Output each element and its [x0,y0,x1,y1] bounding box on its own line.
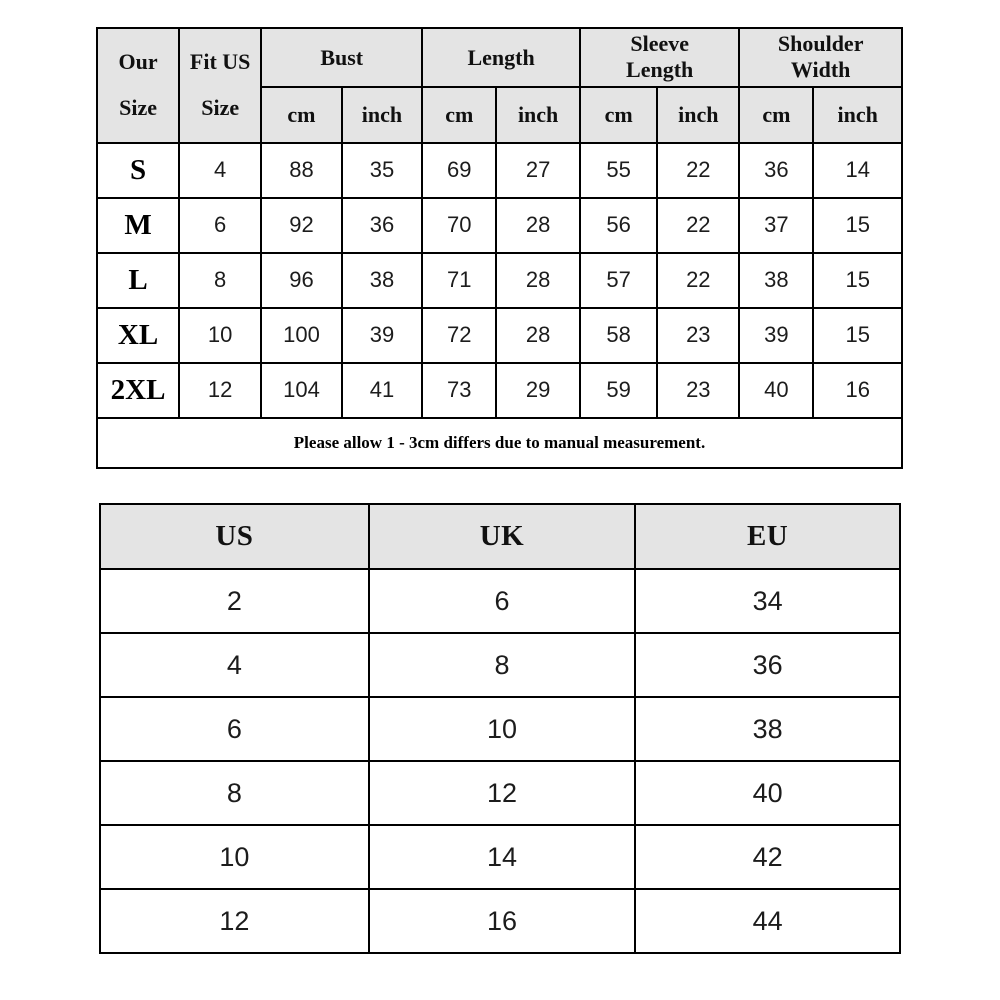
cell-length-cm: 73 [422,363,496,418]
cell-fit-us: 10 [179,308,261,363]
cell-eu: 40 [635,761,900,825]
cell-us: 4 [100,633,369,697]
cell-bust-inch: 36 [342,198,423,253]
cell-length-cm: 71 [422,253,496,308]
cell-length-cm: 70 [422,198,496,253]
unit-header-shoulder-cm: cm [739,87,813,143]
conversion-row [100,697,900,761]
cell-bust-cm: 96 [261,253,342,308]
size-row-s [97,143,902,198]
cell-sleeve-inch: 22 [657,143,739,198]
cell-fit-us: 8 [179,253,261,308]
cell-length-inch: 29 [496,363,580,418]
cell-fit-us: 4 [179,143,261,198]
cell-sleeve-inch: 23 [657,308,739,363]
cell-shoulder-inch: 15 [813,308,902,363]
col-header-sleeve-length [580,28,739,87]
cell-length-inch: 28 [496,308,580,363]
cell-sleeve-inch: 22 [657,253,739,308]
cell-sleeve-inch: 23 [657,363,739,418]
unit-header-bust-cm: cm [261,87,342,143]
size-chart-table [96,27,903,469]
cell-bust-inch: 41 [342,363,423,418]
unit-header-shoulder-inch: inch [813,87,902,143]
cell-uk: 10 [369,697,635,761]
cell-length-inch: 28 [496,198,580,253]
col-header-our-size: Our Size [97,28,179,143]
cell-eu: 38 [635,697,900,761]
cell-length-cm: 69 [422,143,496,198]
cell-shoulder-cm: 36 [739,143,813,198]
cell-fit-us: 12 [179,363,261,418]
size-conversion-table [99,503,901,954]
cell-sleeve-cm: 58 [580,308,657,363]
unit-header-length-inch: inch [496,87,580,143]
cell-us: 10 [100,825,369,889]
cell-sleeve-inch: 22 [657,198,739,253]
cell-bust-cm: 88 [261,143,342,198]
cell-uk: 12 [369,761,635,825]
measurement-note-row [97,418,902,468]
cell-us: 8 [100,761,369,825]
cell-length-inch: 27 [496,143,580,198]
cell-fit-us: 6 [179,198,261,253]
size-label: XL [97,308,179,363]
cell-shoulder-cm: 38 [739,253,813,308]
col-header-length: Length [422,28,580,87]
size-row-l [97,253,902,308]
cell-eu: 36 [635,633,900,697]
cell-shoulder-inch: 16 [813,363,902,418]
conversion-row [100,633,900,697]
unit-header-length-cm: cm [422,87,496,143]
cell-bust-inch: 38 [342,253,423,308]
cell-bust-inch: 39 [342,308,423,363]
col-header-shoulder-width-text: Shoulder Width [777,31,864,83]
cell-eu: 44 [635,889,900,953]
cell-shoulder-cm: 40 [739,363,813,418]
conversion-row [100,825,900,889]
cell-shoulder-cm: 37 [739,198,813,253]
cell-uk: 8 [369,633,635,697]
col-header-us: US [100,504,369,569]
cell-bust-cm: 104 [261,363,342,418]
cell-eu: 42 [635,825,900,889]
cell-eu: 34 [635,569,900,633]
cell-uk: 16 [369,889,635,953]
unit-header-sleeve-cm: cm [580,87,657,143]
size-label: 2XL [97,363,179,418]
conversion-row [100,889,900,953]
col-header-bust: Bust [261,28,422,87]
col-header-shoulder-width [739,28,902,87]
col-header-sleeve-length-text: Sleeve Length [626,31,694,83]
cell-bust-cm: 100 [261,308,342,363]
cell-sleeve-cm: 56 [580,198,657,253]
cell-us: 12 [100,889,369,953]
group-header-row [97,28,902,87]
cell-uk: 6 [369,569,635,633]
conversion-row [100,569,900,633]
cell-us: 6 [100,697,369,761]
unit-header-bust-inch: inch [342,87,423,143]
size-label: S [97,143,179,198]
cell-shoulder-inch: 15 [813,198,902,253]
conversion-header-row [100,504,900,569]
cell-shoulder-cm: 39 [739,308,813,363]
cell-length-cm: 72 [422,308,496,363]
cell-shoulder-inch: 14 [813,143,902,198]
cell-us: 2 [100,569,369,633]
cell-uk: 14 [369,825,635,889]
unit-header-sleeve-inch: inch [657,87,739,143]
cell-sleeve-cm: 55 [580,143,657,198]
conversion-row [100,761,900,825]
size-label: L [97,253,179,308]
col-header-uk: UK [369,504,635,569]
size-row-m [97,198,902,253]
size-row-2xl [97,363,902,418]
col-header-fit-us-size: Fit US Size [179,28,261,143]
col-header-eu: EU [635,504,900,569]
cell-bust-inch: 35 [342,143,423,198]
size-row-xl [97,308,902,363]
cell-shoulder-inch: 15 [813,253,902,308]
size-label: M [97,198,179,253]
cell-length-inch: 28 [496,253,580,308]
cell-sleeve-cm: 59 [580,363,657,418]
cell-sleeve-cm: 57 [580,253,657,308]
cell-bust-cm: 92 [261,198,342,253]
measurement-note: Please allow 1 - 3cm differs due to manual measurement. [97,418,902,468]
